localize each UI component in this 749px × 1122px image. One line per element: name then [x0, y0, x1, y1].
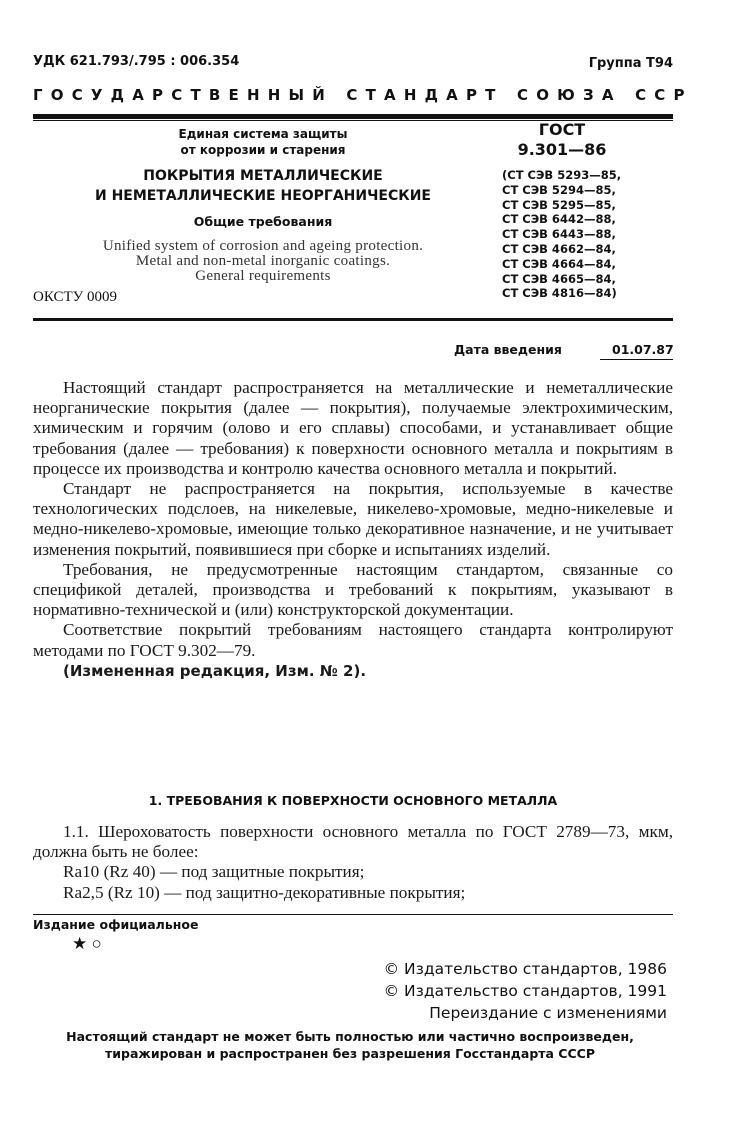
paragraph: 1.1. Шероховатость поверхности основного металла по ГОСТ 2789—73, мкм, должна быть не более:	[33, 822, 673, 862]
date-value: 01.07.87	[612, 342, 674, 357]
sev-ref: (СТ СЭВ 5293—85,	[502, 168, 622, 182]
sev-ref: СТ СЭВ 6442—88,	[502, 212, 616, 227]
sev-ref: СТ СЭВ 5294—85,	[502, 182, 616, 197]
okstu-code: ОКСТУ 0009	[33, 289, 118, 305]
english-line-3: General requirements	[195, 268, 331, 284]
sev-ref: СТ СЭВ 4665—84,	[502, 271, 616, 286]
udk-code: УДК 621.793/.795 : 006.354	[33, 54, 240, 69]
reproduction-notice	[20, 1028, 680, 1062]
paragraph: Стандарт не распространяется на покрытия, используемые в качестве технологических подслоев, на никелевые, никелево-хромовые, медно-никелевые и медно-никелево-хромовые, имеющие только декоративное назначение, и не учитывает изменения покрытий, появившиеся при сборке и испытаниях изделий.	[33, 479, 673, 559]
footer-rule	[33, 914, 673, 915]
edition-marks: ★ ○	[72, 934, 102, 953]
copyright-block	[327, 958, 667, 1024]
gost-number: 9.301—86	[517, 140, 607, 159]
date-underline	[600, 359, 673, 360]
sev-ref: СТ СЭВ 6443—88,	[502, 227, 616, 242]
roughness-line-2: Ra2,5 (Rz 10) — под защитно-декоративные покрытия;	[63, 882, 466, 902]
gost-block	[502, 120, 677, 301]
copyright-1991: © Издательство стандартов, 1991	[383, 982, 667, 1000]
copyright-1986: © Издательство стандартов, 1986	[383, 960, 667, 978]
sev-ref: СТ СЭВ 5295—85,	[502, 197, 616, 212]
state-standard-heading: ГОСУДАРСТВЕННЫЙ СТАНДАРТ СОЮЗА ССР	[33, 86, 693, 104]
sev-ref: СТ СЭВ 4816—84)	[502, 286, 617, 301]
official-edition: Издание официальное	[33, 917, 199, 932]
gost-label: ГОСТ	[538, 120, 586, 139]
system-line-1: Единая система защиты	[178, 127, 348, 141]
group-code: Группа Т94	[588, 56, 673, 71]
roughness-line-1: Ra10 (Rz 40) — под защитные покрытия;	[63, 862, 365, 882]
notice-line-2: тиражирован и распространен без разрешения Госстандарта СССР	[105, 1046, 595, 1061]
date-label: Дата введения	[454, 342, 562, 357]
paragraph: Соответствие покрытий требованиям настоящего стандарта контролируют методами по ГОСТ 9.302—79.	[33, 620, 673, 660]
sev-ref: СТ СЭВ 4664—84,	[502, 256, 616, 271]
title-block	[33, 126, 493, 284]
title-line-2: И НЕМЕТАЛЛИЧЕСКИЕ НЕОРГАНИЧЕСКИЕ	[95, 188, 431, 204]
intro-text	[33, 378, 673, 681]
paragraph: Настоящий стандарт распространяется на металлические и неметаллические неорганические покрытия (далее — покрытия), получаемые электрохимическим, химическим и горячим (олово и его сплавы) способами, и устанавливает общие требования (далее — требования) к поверхности основного металла и покрытиям в процессе их производства и контролю качества основного металла и покрытий.	[33, 378, 673, 478]
title-line-1: ПОКРЫТИЯ МЕТАЛЛИЧЕСКИЕ	[143, 168, 383, 184]
sev-refs	[502, 168, 677, 301]
section-1-title: 1. ТРЕБОВАНИЯ К ПОВЕРХНОСТИ ОСНОВНОГО МЕТАЛЛА	[148, 793, 558, 808]
header-rule-thick	[33, 114, 673, 119]
english-line-2: Metal and non-metal inorganic coatings.	[135, 253, 391, 269]
paragraph: Требования, не предусмотренные настоящим стандартом, связанные со спецификой деталей, производства и требований к покрытиям, указывают в нормативно-технической и (или) конструкторской документации.	[33, 559, 673, 620]
sev-ref: СТ СЭВ 4662—84,	[502, 241, 616, 256]
notice-line-1: Настоящий стандарт не может быть полностью или частично воспроизведен,	[66, 1029, 634, 1044]
section-1-text	[33, 822, 673, 903]
title-rule-bottom	[33, 318, 673, 321]
english-line-1: Unified system of corrosion and ageing protection.	[102, 238, 424, 254]
reissue-note: Переиздание с изменениями	[429, 1004, 667, 1022]
amendment-note: (Измененная редакция, Изм. № 2).	[63, 661, 367, 680]
subtitle: Общие требования	[193, 214, 333, 229]
system-line-2: от коррозии и старения	[180, 143, 346, 157]
